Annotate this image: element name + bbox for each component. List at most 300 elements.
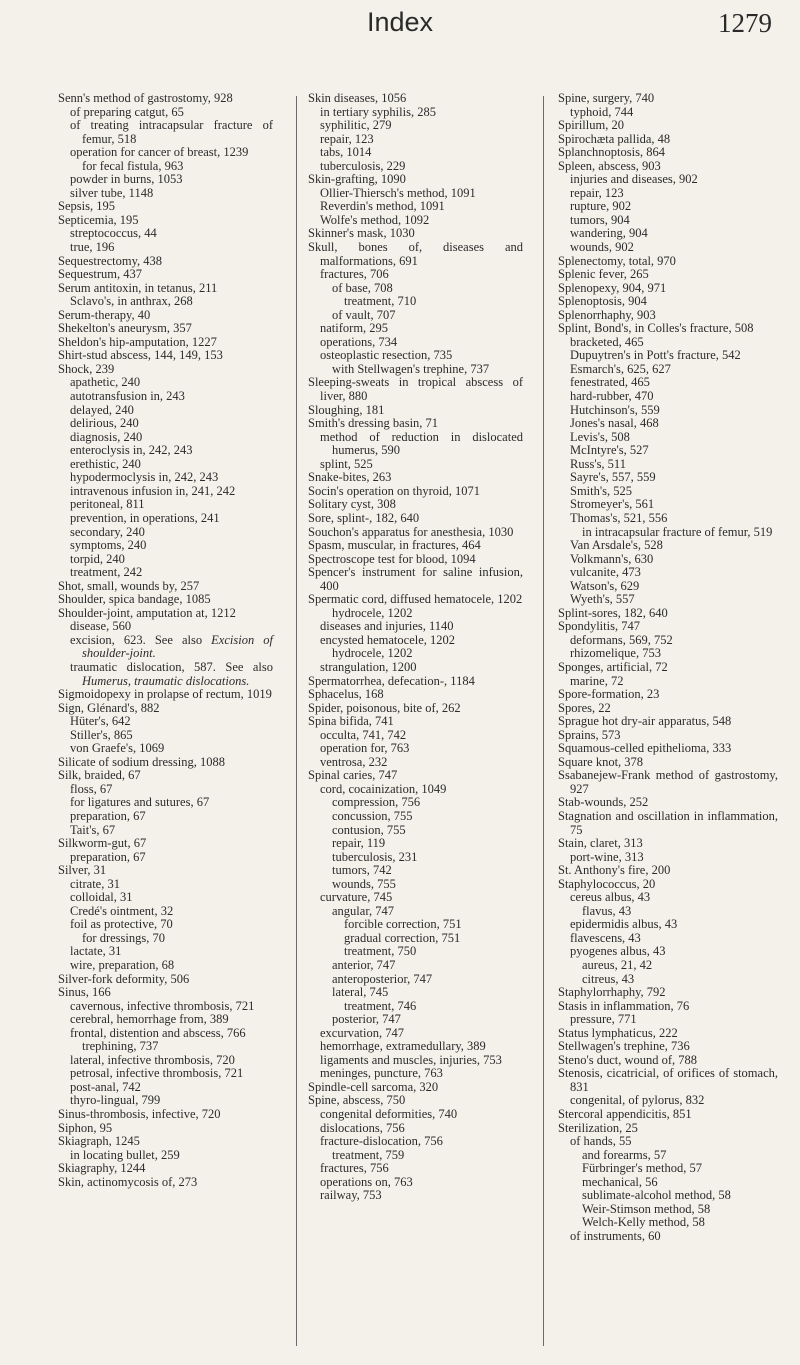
index-entry-text: excurvation, 747 — [320, 1025, 405, 1040]
index-entry — [308, 160, 523, 174]
index-entry — [308, 526, 523, 540]
index-entry-text: Shekelton's aneurysm, 357 — [58, 321, 192, 336]
index-entry — [58, 512, 273, 526]
index-entry — [558, 607, 778, 621]
index-entry — [558, 512, 778, 526]
index-entry-text: for fecal fistula, 963 — [82, 158, 184, 173]
index-entry-text: peritoneal, 811 — [70, 497, 145, 512]
index-entry-text: contusion, 755 — [332, 822, 406, 837]
index-entry — [558, 376, 778, 390]
index-entry-text: in intracapsular fracture of femur, 519 — [582, 524, 773, 539]
index-entry — [308, 485, 523, 499]
index-entry-text: of hands, 55 — [570, 1134, 632, 1149]
index-entry-text: anterior, 747 — [332, 958, 396, 972]
index-entry — [308, 796, 523, 810]
index-entry-text: strangulation, 1200 — [320, 659, 417, 674]
index-entry-text: syphilitic, 279 — [320, 118, 392, 133]
index-entry-text: Spina bifida, 741 — [308, 714, 394, 729]
index-entry — [58, 295, 273, 309]
index-entry-text: true, 196 — [70, 240, 115, 255]
index-entry-text: Skiagraphy, 1244 — [58, 1161, 146, 1176]
index-entry — [308, 634, 523, 648]
index-entry-text: pressure, 771 — [570, 1012, 637, 1027]
index-entry-text: vulcanite, 473 — [570, 565, 641, 580]
index-entry-text: Silicate of sodium dressing, 1088 — [58, 754, 225, 769]
index-entry — [558, 526, 778, 540]
index-entry-text: cord, cocainization, 1049 — [320, 781, 447, 796]
index-entry — [58, 837, 273, 851]
index-entry-text: gradual correction, 751 — [344, 930, 461, 945]
index-entry-text: citrate, 31 — [70, 876, 120, 891]
index-entry-text: Sequestrum, 437 — [58, 267, 143, 282]
index-entry-text: Shot, small, wounds by, 257 — [58, 578, 200, 593]
index-entry — [558, 200, 778, 214]
index-entry — [308, 282, 523, 296]
index-entry-text: Sloughing, 181 — [308, 402, 385, 417]
index-entry-text: forcible correction, 751 — [344, 917, 462, 932]
index-entry — [558, 241, 778, 255]
index-entry — [558, 1149, 778, 1163]
index-entry-text: concussion, 755 — [332, 808, 413, 823]
index-entry — [58, 322, 273, 336]
index-entry — [58, 417, 273, 431]
index-entry — [558, 1216, 778, 1230]
index-entry-text: Skin, actinomycosis of, 273 — [58, 1174, 198, 1189]
index-entry — [558, 891, 778, 905]
index-entry-text: tabs, 1014 — [320, 145, 372, 160]
index-entry — [558, 688, 778, 702]
index-entry — [558, 417, 778, 431]
index-entry — [558, 268, 778, 282]
index-entry-text: delirious, 240 — [70, 416, 139, 431]
index-entry — [58, 1054, 273, 1068]
index-entry — [558, 309, 778, 323]
index-entry — [58, 566, 273, 580]
index-entry-text: von Graefe's, 1069 — [70, 741, 165, 756]
index-entry — [558, 905, 778, 919]
index-entry-text: delayed, 240 — [70, 402, 134, 417]
index-entry-text: in tertiary syphilis, 285 — [320, 104, 436, 119]
index-entry-text: treatment, 242 — [70, 565, 143, 580]
index-entry — [558, 133, 778, 147]
index-entry-text: Sore, splint-, 182, 640 — [308, 510, 420, 525]
index-entry — [58, 1162, 273, 1176]
index-entry-text: foil as protective, 70 — [70, 917, 173, 932]
index-entry-text: Sepsis, 195 — [58, 199, 115, 214]
index-entry-text: enteroclysis in, 242, 243 — [70, 443, 193, 458]
index-entry — [58, 1013, 273, 1027]
index-entry — [558, 349, 778, 363]
index-entry-text: posterior, 747 — [332, 1012, 401, 1027]
index-entry-text: railway, 753 — [320, 1188, 382, 1203]
index-entry — [558, 187, 778, 201]
index-entry-text: Stagnation and oscillation in inflammation, 75 — [558, 808, 778, 837]
index-entry-text: operations on, 763 — [320, 1174, 413, 1189]
index-entry-text: Sleeping-sweats in tropical abscess of liver, 880 — [308, 375, 523, 404]
index-entry-text: Silk, braided, 67 — [58, 768, 141, 783]
index-entry — [308, 1149, 523, 1163]
index-entry — [308, 675, 523, 689]
index-entry-text: mechanical, 56 — [582, 1174, 658, 1189]
index-entry-text: of vault, 707 — [332, 307, 396, 322]
index-entry — [558, 742, 778, 756]
index-entry-text: Sclavo's, in anthrax, 268 — [70, 294, 193, 309]
index-entry — [58, 891, 273, 905]
index-entry — [558, 851, 778, 865]
index-entry — [58, 620, 273, 634]
index-entry-text: splint, 525 — [320, 456, 373, 471]
index-entry — [58, 309, 273, 323]
index-entry-text: of base, 708 — [332, 280, 393, 295]
index-entry-text: Silkworm-gut, 67 — [58, 836, 147, 851]
index-entry-text: Serum antitoxin, in tetanus, 211 — [58, 280, 218, 295]
index-entry-text: Skinner's mask, 1030 — [308, 226, 415, 241]
index-entry-text: Sphacelus, 168 — [308, 687, 384, 702]
index-entry — [558, 810, 778, 837]
index-entry — [308, 268, 523, 282]
index-entry-text: Shock, 239 — [58, 361, 115, 376]
index-entry — [308, 1054, 523, 1068]
index-entry-text: meninges, puncture, 763 — [320, 1066, 443, 1081]
index-entry-text: Status lymphaticus, 222 — [558, 1025, 678, 1040]
index-entry-text: Spleen, abscess, 903 — [558, 158, 661, 173]
index-entry — [58, 756, 273, 770]
index-entry-text: streptococcus, 44 — [70, 226, 157, 241]
index-entry — [58, 390, 273, 404]
index-entry-text: petrosal, infective thrombosis, 721 — [70, 1066, 244, 1081]
index-entry — [308, 512, 523, 526]
index-entry — [308, 1122, 523, 1136]
index-entry-text: traumatic dislocation, 587. See also — [70, 659, 273, 674]
index-entry-text: flavus, 43 — [582, 903, 632, 918]
index-entry — [58, 173, 273, 187]
index-entry-text: cavernous, infective thrombosis, 721 — [70, 998, 255, 1013]
index-entry — [558, 295, 778, 309]
index-entry-text: St. Anthony's fire, 200 — [558, 863, 671, 878]
index-entry — [558, 878, 778, 892]
index-entry — [308, 336, 523, 350]
index-entry-text: Solitary cyst, 308 — [308, 497, 396, 512]
index-entry — [558, 146, 778, 160]
index-entry-text: Stercoral appendicitis, 851 — [558, 1107, 692, 1122]
index-entry — [308, 349, 523, 363]
index-entry-text: Sprains, 573 — [558, 727, 621, 742]
index-entry — [308, 945, 523, 959]
index-entry — [58, 214, 273, 228]
index-entry — [308, 431, 523, 458]
index-entry-text: hemorrhage, extramedullary, 389 — [320, 1039, 486, 1054]
index-entry-text: Wyeth's, 557 — [570, 592, 635, 607]
index-entry — [58, 92, 273, 106]
index-entry — [308, 227, 523, 241]
index-entry-text: Ssabanejew-Frank method of gastrostomy, 927 — [558, 768, 778, 796]
index-entry — [58, 1176, 273, 1190]
index-entry-text: tuberculosis, 229 — [320, 158, 406, 173]
index-entry-text: marine, 72 — [570, 673, 624, 688]
index-entry — [308, 1162, 523, 1176]
index-entry-text: Stain, claret, 313 — [558, 836, 643, 851]
index-entry-text: lactate, 31 — [70, 944, 122, 959]
index-entry-text: silver tube, 1148 — [70, 185, 154, 200]
index-entry-text: Skin-grafting, 1090 — [308, 172, 406, 187]
column-divider — [296, 96, 297, 1346]
index-entry-text: treatment, 746 — [344, 998, 417, 1013]
index-entry — [308, 973, 523, 987]
index-entry — [558, 1027, 778, 1041]
index-entry-text: curvature, 745 — [320, 890, 393, 905]
index-entry-text: Sign, Glénard's, 882 — [58, 700, 160, 715]
index-entry — [308, 824, 523, 838]
index-entry — [58, 458, 273, 472]
index-entry — [58, 810, 273, 824]
index-entry — [308, 905, 523, 919]
index-entry — [558, 864, 778, 878]
index-entry — [558, 431, 778, 445]
index-entry-text: treatment, 710 — [344, 294, 417, 309]
index-entry-text: Splenoptosis, 904 — [558, 294, 647, 309]
index-entry-text: Tait's, 67 — [70, 822, 116, 837]
index-entry-text: disease, 560 — [70, 619, 132, 634]
index-entry-text: intravenous infusion in, 241, 242 — [70, 483, 236, 498]
index-entry-text: Stasis in inflammation, 76 — [558, 998, 690, 1013]
index-entry — [308, 458, 523, 472]
index-entry-text: lateral, 745 — [332, 985, 389, 1000]
index-entry — [558, 715, 778, 729]
index-entry — [58, 945, 273, 959]
index-entry-text: Senn's method of gastrostomy, 928 — [58, 91, 233, 105]
index-entry-text: Spermatorrhea, defecation-, 1184 — [308, 673, 475, 688]
index-entry — [558, 363, 778, 377]
index-entry-text: Spirillum, 20 — [558, 118, 624, 133]
index-entry — [308, 119, 523, 133]
index-entry — [558, 959, 778, 973]
index-entry — [308, 295, 523, 309]
index-entry-text: Splanchnoptosis, 864 — [558, 145, 665, 160]
index-entry-text: anteroposterior, 747 — [332, 971, 433, 986]
index-entry — [558, 173, 778, 187]
index-entry — [58, 268, 273, 282]
index-entry — [308, 566, 523, 593]
index-entry — [58, 1094, 273, 1108]
index-entry — [58, 634, 273, 661]
index-entry — [308, 187, 523, 201]
index-entry-text: congenital deformities, 740 — [320, 1107, 458, 1122]
index-entry — [558, 1135, 778, 1149]
index-entry-text: operation for, 763 — [320, 741, 410, 756]
index-entry-text: tumors, 904 — [570, 212, 630, 227]
index-entry-text: operations, 734 — [320, 334, 398, 349]
index-entry-text: Sinus-thrombosis, infective, 720 — [58, 1107, 221, 1122]
index-entry — [308, 1067, 523, 1081]
index-entry — [558, 1108, 778, 1122]
index-entry-text: Staphylococcus, 20 — [558, 876, 656, 891]
index-column-middle — [308, 92, 523, 1203]
index-entry-text: Splenic fever, 265 — [558, 267, 649, 282]
index-entry-text: Staphylorrhaphy, 792 — [558, 985, 666, 1000]
index-entry — [558, 106, 778, 120]
index-entry-text: Stab-wounds, 252 — [558, 795, 649, 810]
index-entry — [308, 417, 523, 431]
index-entry-text: Dupuytren's in Pott's fracture, 542 — [570, 348, 741, 363]
index-entry-text: ventrosa, 232 — [320, 754, 388, 769]
index-entry-text: Sequestrectomy, 438 — [58, 253, 163, 268]
index-entry-text: Stellwagen's trephine, 736 — [558, 1039, 690, 1054]
index-entry — [58, 1027, 273, 1041]
index-entry — [558, 92, 778, 106]
index-entry-text: ligaments and muscles, injuries, 753 — [320, 1052, 502, 1067]
index-entry — [558, 1122, 778, 1136]
index-entry — [558, 1189, 778, 1203]
index-entry-text: Souchon's apparatus for anesthesia, 1030 — [308, 524, 514, 539]
index-entry — [308, 498, 523, 512]
index-entry — [58, 282, 273, 296]
index-entry — [308, 729, 523, 743]
index-entry-text: congenital, of pylorus, 832 — [570, 1093, 705, 1108]
index-entry-text: Sayre's, 557, 559 — [570, 470, 656, 485]
index-entry-text: Levis's, 508 — [570, 429, 630, 444]
index-entry-text: hypodermoclysis in, 242, 243 — [70, 470, 219, 485]
index-entry-text: Sinus, 166 — [58, 985, 111, 1000]
index-entry-text: diagnosis, 240 — [70, 429, 143, 444]
index-entry — [558, 593, 778, 607]
index-entry-text: cereus albus, 43 — [570, 890, 651, 905]
index-entry-text: flavescens, 43 — [570, 930, 641, 945]
index-entry-text: Shirt-stud abscess, 144, 149, 153 — [58, 348, 223, 363]
index-entry — [58, 146, 273, 160]
index-entry-text: Splint, Bond's, in Colles's fracture, 508 — [558, 321, 754, 336]
index-entry-text: Hüter's, 642 — [70, 714, 131, 729]
index-entry — [58, 241, 273, 255]
index-entry-text: angular, 747 — [332, 903, 394, 918]
index-entry-text: colloidal, 31 — [70, 890, 133, 905]
index-entry-text: fractures, 706 — [320, 267, 389, 282]
index-entry — [308, 891, 523, 905]
index-entry-text: Spencer's instrument for saline infusion, 400 — [308, 565, 523, 593]
index-entry — [308, 1108, 523, 1122]
index-entry — [308, 1000, 523, 1014]
index-entry — [58, 498, 273, 512]
index-entry — [308, 715, 523, 729]
index-entry — [308, 702, 523, 716]
index-entry-text: pyogenes albus, 43 — [570, 944, 666, 959]
index-entry — [558, 1067, 778, 1094]
index-entry — [558, 566, 778, 580]
index-entry — [558, 539, 778, 553]
index-entry-text: Septicemia, 195 — [58, 212, 139, 227]
index-entry-text: Skin diseases, 1056 — [308, 91, 407, 105]
index-entry-text: Thomas's, 521, 556 — [570, 510, 668, 525]
index-entry — [58, 526, 273, 540]
index-entry — [558, 620, 778, 634]
index-entry-text: Squamous-celled epithelioma, 333 — [558, 741, 732, 756]
index-entry — [58, 796, 273, 810]
index-entry-text: sublimate-alcohol method, 58 — [582, 1188, 731, 1203]
index-entry — [58, 824, 273, 838]
index-entry-text: Esmarch's, 625, 627 — [570, 361, 671, 376]
index-entry — [308, 553, 523, 567]
index-entry — [58, 783, 273, 797]
index-entry-text: for ligatures and sutures, 67 — [70, 795, 210, 810]
index-entry — [558, 404, 778, 418]
index-entry — [58, 878, 273, 892]
index-entry — [58, 1040, 273, 1054]
index-entry-text: post-anal, 742 — [70, 1079, 141, 1094]
index-entry — [558, 1162, 778, 1176]
index-entry — [558, 498, 778, 512]
index-entry — [58, 688, 273, 702]
index-entry-text: excision, 623. See also — [70, 632, 212, 647]
index-entry-text: deformans, 569, 752 — [570, 632, 673, 647]
index-entry-text: for dressings, 70 — [82, 930, 165, 945]
index-entry — [58, 187, 273, 201]
index-entry — [58, 471, 273, 485]
index-entry — [58, 1108, 273, 1122]
index-entry — [58, 729, 273, 743]
index-entry — [308, 471, 523, 485]
index-entry-text: operation for cancer of breast, 1239 — [70, 145, 249, 160]
index-entry — [58, 918, 273, 932]
index-entry-text: Stenosis, cicatricial, of orifices of stomach, 831 — [558, 1066, 778, 1094]
index-entry — [558, 1203, 778, 1217]
index-entry — [58, 160, 273, 174]
index-entry-text: fenestrated, 465 — [570, 375, 650, 390]
index-entry — [308, 214, 523, 228]
index-entry — [308, 661, 523, 675]
index-entry — [308, 620, 523, 634]
index-entry-text: Spores, 22 — [558, 700, 611, 715]
index-entry — [58, 404, 273, 418]
index-entry — [58, 973, 273, 987]
index-entry — [558, 471, 778, 485]
index-entry-text: injuries and diseases, 902 — [570, 172, 698, 187]
index-entry — [308, 851, 523, 865]
index-entry — [558, 837, 778, 851]
index-entry — [58, 1000, 273, 1014]
index-entry — [308, 837, 523, 851]
index-entry — [308, 918, 523, 932]
index-entry-text: rupture, 902 — [570, 199, 632, 214]
index-entry — [308, 1135, 523, 1149]
index-entry-text: repair, 123 — [570, 185, 624, 200]
index-entry — [308, 756, 523, 770]
index-entry — [558, 932, 778, 946]
index-entry-text: repair, 119 — [332, 836, 386, 851]
index-entry — [558, 227, 778, 241]
index-entry-text: floss, 67 — [70, 781, 113, 796]
index-entry-text: Volkmann's, 630 — [570, 551, 654, 566]
index-entry-text: Sigmoidopexy in prolapse of rectum, 1019 — [58, 687, 272, 702]
index-entry — [308, 1027, 523, 1041]
index-entry-text: compression, 756 — [332, 795, 421, 810]
column-divider — [543, 96, 544, 1346]
index-entry — [558, 918, 778, 932]
index-entry — [558, 675, 778, 689]
index-entry-text: tumors, 742 — [332, 863, 392, 878]
index-entry-text: dislocations, 756 — [320, 1120, 405, 1135]
index-entry-text: hydrocele, 1202 — [332, 605, 413, 620]
index-entry-text: Silver-fork deformity, 506 — [58, 971, 190, 986]
index-entry — [558, 973, 778, 987]
index-entry-text: Sprague hot dry-air apparatus, 548 — [558, 714, 732, 729]
index-entry-text: frontal, distention and abscess, 766 — [70, 1025, 246, 1040]
index-entry-text: and forearms, 57 — [582, 1147, 667, 1162]
index-entry — [558, 1176, 778, 1190]
index-entry — [308, 309, 523, 323]
index-entry — [308, 539, 523, 553]
index-entry — [558, 390, 778, 404]
index-entry-text: of instruments, 60 — [570, 1228, 661, 1243]
index-entry — [558, 553, 778, 567]
